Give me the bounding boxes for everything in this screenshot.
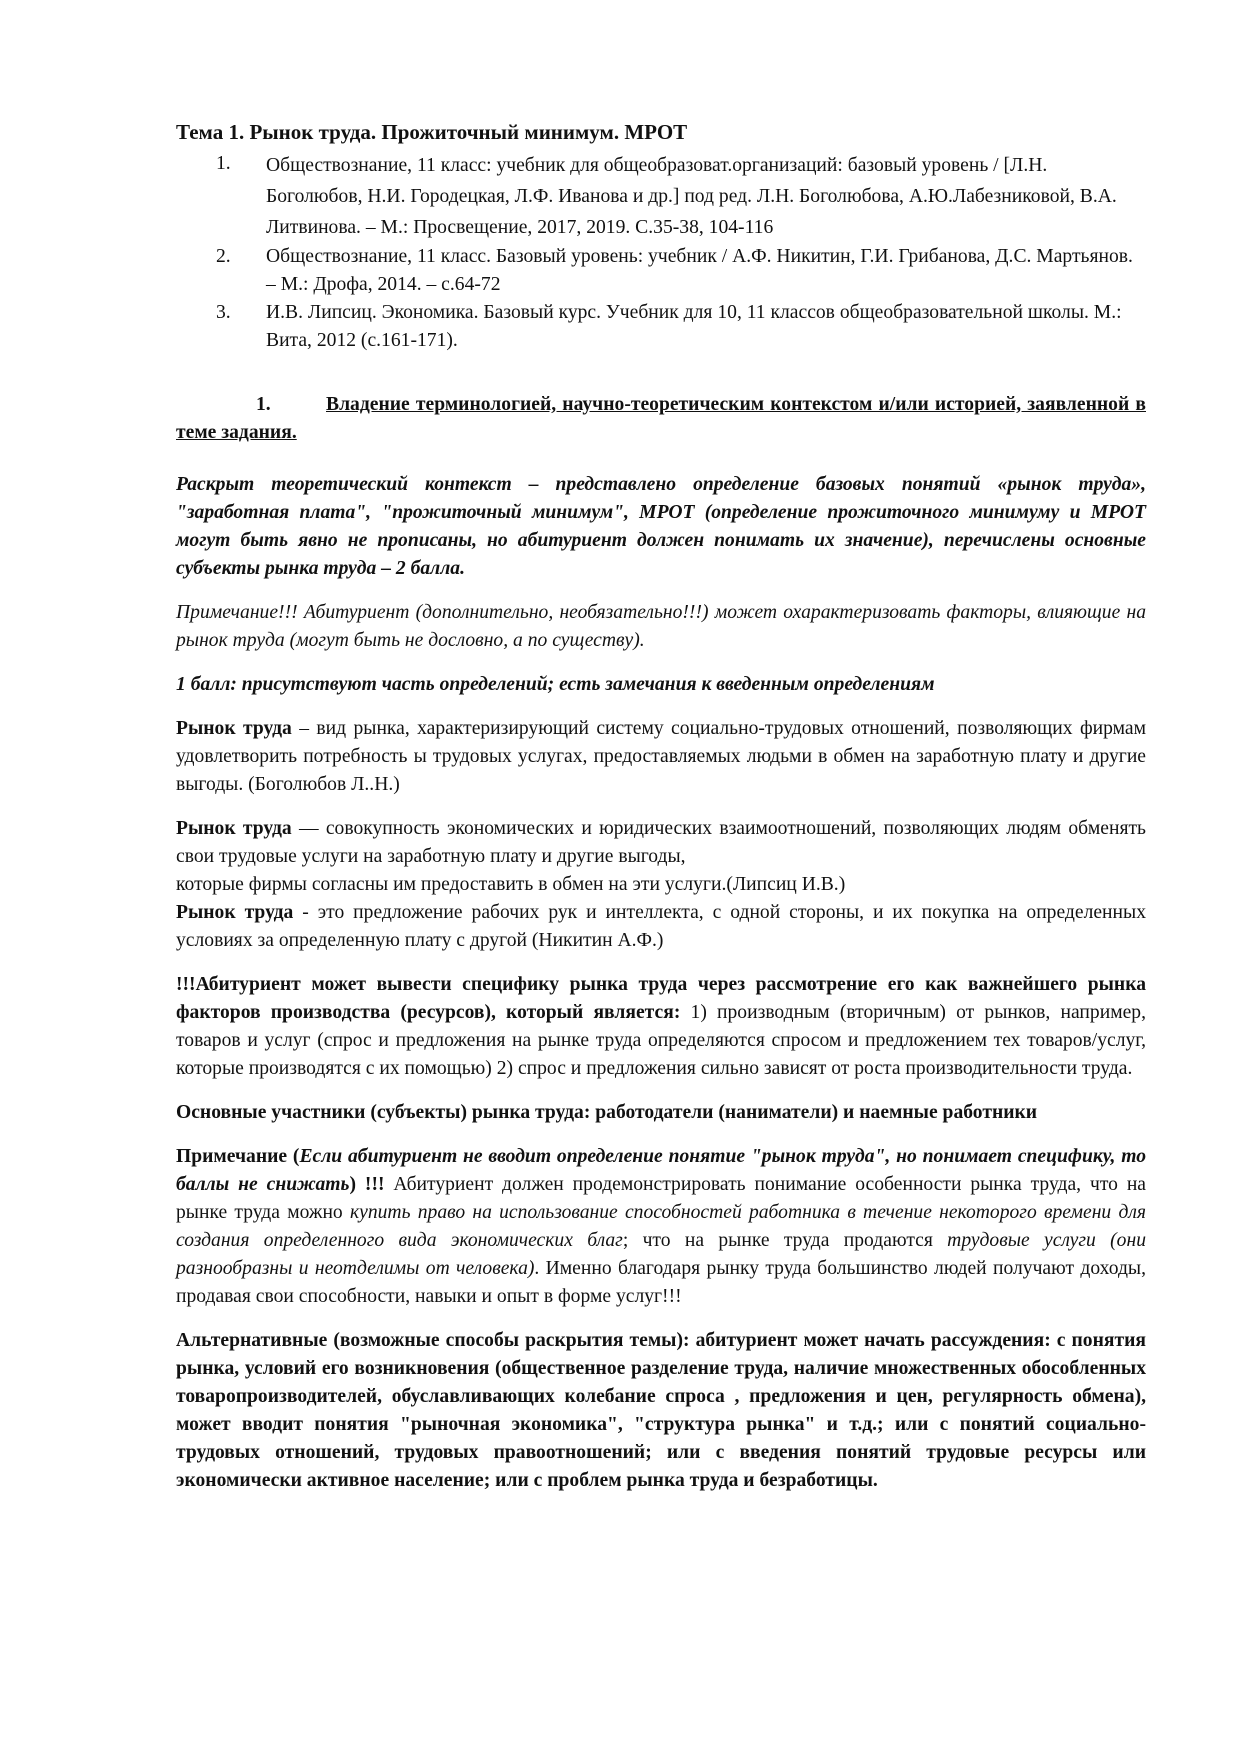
- reference-item: [176, 299, 1146, 355]
- note-condition: Если абитуриент не вводит определение понятие "рынок труда", но понимает специфику, то баллы не снижать: [176, 1146, 1147, 1195]
- document-page: [176, 118, 1146, 1495]
- specifics-bold: !!!Абитуриент может вывести специфику рынка труда через рассмотрение его как важнейшего рынка факторов производства (ресурсов), который является:: [176, 974, 1146, 1023]
- reference-number: 1.: [216, 153, 231, 174]
- note-text: Абитуриент должен продемонстрировать понимание особенности рынка труда, что на рынке труда можно: [176, 1174, 1147, 1223]
- reference-text: И.В. Липсиц. Экономика. Базовый курс. Учебник для 10, 11 классов общеобразовательной школы. М.: Вита, 2012 (с.161-171).: [266, 302, 1122, 351]
- reference-number: 3.: [216, 302, 231, 323]
- definition-term: Рынок труда: [176, 902, 294, 923]
- labor-market-specifics: [176, 971, 1146, 1083]
- note-italic: купить право на использование способностей работника в течение некоторого времени для создания определенного вида экономических благ: [176, 1202, 1147, 1251]
- document-title: Тема 1. Рынок труда. Прожиточный минимум. МРОТ: [176, 120, 688, 144]
- note-factors: Примечание!!! Абитуриент (дополнительно, необязательно!!!) может охарактеризовать факторы, влияющие на рынок труда (могут быть не дословно, а по существу).: [176, 602, 1146, 651]
- criterion-2-points: Раскрыт теоретический контекст – представлено определение базовых понятий «рынок труда», "заработная плата", "прожиточный минимум", МРОТ (определение прожиточного минимуму и МРОТ могут быть явно не прописаны, но абитуриент должен понимать их значение), перечислены основные субъекты рынка труда – 2 балла.: [176, 474, 1146, 579]
- definition-lipsits: [176, 815, 1146, 899]
- market-participants: Основные участники (субъекты) рынка труда: работодатели (наниматели) и наемные работники: [176, 1102, 1038, 1123]
- definition-term: Рынок труда: [176, 718, 292, 739]
- alternative-approaches: Альтернативные (возможные способы раскрытия темы): абитуриент может начать рассуждения: с понятия рынка, условий его возникновения (общественное разделение труда, наличие множественных обособленных товаропроизводителей, обуславливающих колебание спроса , предложения и цен, регулярность обмена), может вводит понятия "рыночная экономика", "структура рынка" и т.д.; или с понятий социально-трудовых отношений, трудовых правоотношений; или с введения понятий трудовые ресурсы или экономически активное население; или с проблем рынка труда и безработицы.: [176, 1330, 1146, 1491]
- definition-text: - это предложение рабочих рук и интеллекта, с одной стороны, и их покупка на определенных условиях за определенную плату с другой (Никитин А.Ф.): [176, 902, 1146, 951]
- reference-text: Обществознание, 11 класс. Базовый уровень: учебник / А.Ф. Никитин, Г.И. Грибанова, Д.С. Мартьянов. – М.: Дрофа, 2014. – с.64-72: [266, 246, 1133, 295]
- reference-number: 2.: [216, 246, 231, 267]
- note-text: . Именно благодаря рынку труда большинство людей получают доходы, продавая свои способности, навыки и опыт в форме услуг!!!: [176, 1258, 1146, 1307]
- definition-text-continued: которые фирмы согласны им предоставить в обмен на эти услуги.(Липсиц И.В.): [176, 874, 846, 895]
- section-number: 1.: [256, 394, 271, 415]
- section-heading-text: Владение терминологией, научно-теоретическим контекстом и/или историей, заявленной в теме задания.: [176, 394, 1146, 443]
- note-label-end: ) !!!: [349, 1174, 385, 1195]
- definition-term: Рынок труда: [176, 818, 292, 839]
- reference-item: [176, 243, 1146, 299]
- definition-bogolyubov: [176, 715, 1146, 799]
- criterion-1-point: 1 балл: присутствуют часть определений; есть замечания к введенным определениям: [176, 674, 935, 695]
- reference-text: Обществознание, 11 класс: учебник для общеобразоват.организаций: базовый уровень / [Л.Н. Боголюбов, Н.И. Городецкая, Л.Ф. Иванова и др.] под ред. Л.Н. Боголюбова, А.Ю.Лабезниковой, В.А. Литвинова. – М.: Просвещение, 2017, 2019. С.35-38, 104-116: [266, 155, 1117, 238]
- note-understanding: [176, 1143, 1146, 1311]
- definition-text: – вид рынка, характеризирующий систему социально-трудовых отношений, позволяющих фирмам удовлетворить потребность ы трудовых услугах, предоставляемых людьми в обмен на заработную плату и другие выгоды. (Боголюбов Л..Н.): [176, 718, 1146, 795]
- note-label: Примечание (: [176, 1146, 300, 1167]
- definition-text: — совокупность экономических и юридических взаимоотношений, позволяющих людям обменять свои трудовые услуги на заработную плату и другие выгоды,: [176, 818, 1146, 867]
- note-text: ; что на рынке труда продаются: [622, 1230, 948, 1251]
- reference-list: [176, 150, 1146, 355]
- reference-item: [176, 150, 1146, 243]
- note-italic: трудовые услуги (они разнообразны и неотделимы от человека): [176, 1230, 1146, 1279]
- section-heading: [176, 391, 1146, 447]
- definition-nikitin: [176, 899, 1146, 955]
- specifics-text: 1) производным (вторичным) от рынков, например, товаров и услуг (спрос и предложения на рынке труда определяются спросом и предложением тех товаров/услуг, которые производятся с их помощью) 2) спрос и предложения сильно зависят от роста производительности труда.: [176, 1002, 1146, 1079]
